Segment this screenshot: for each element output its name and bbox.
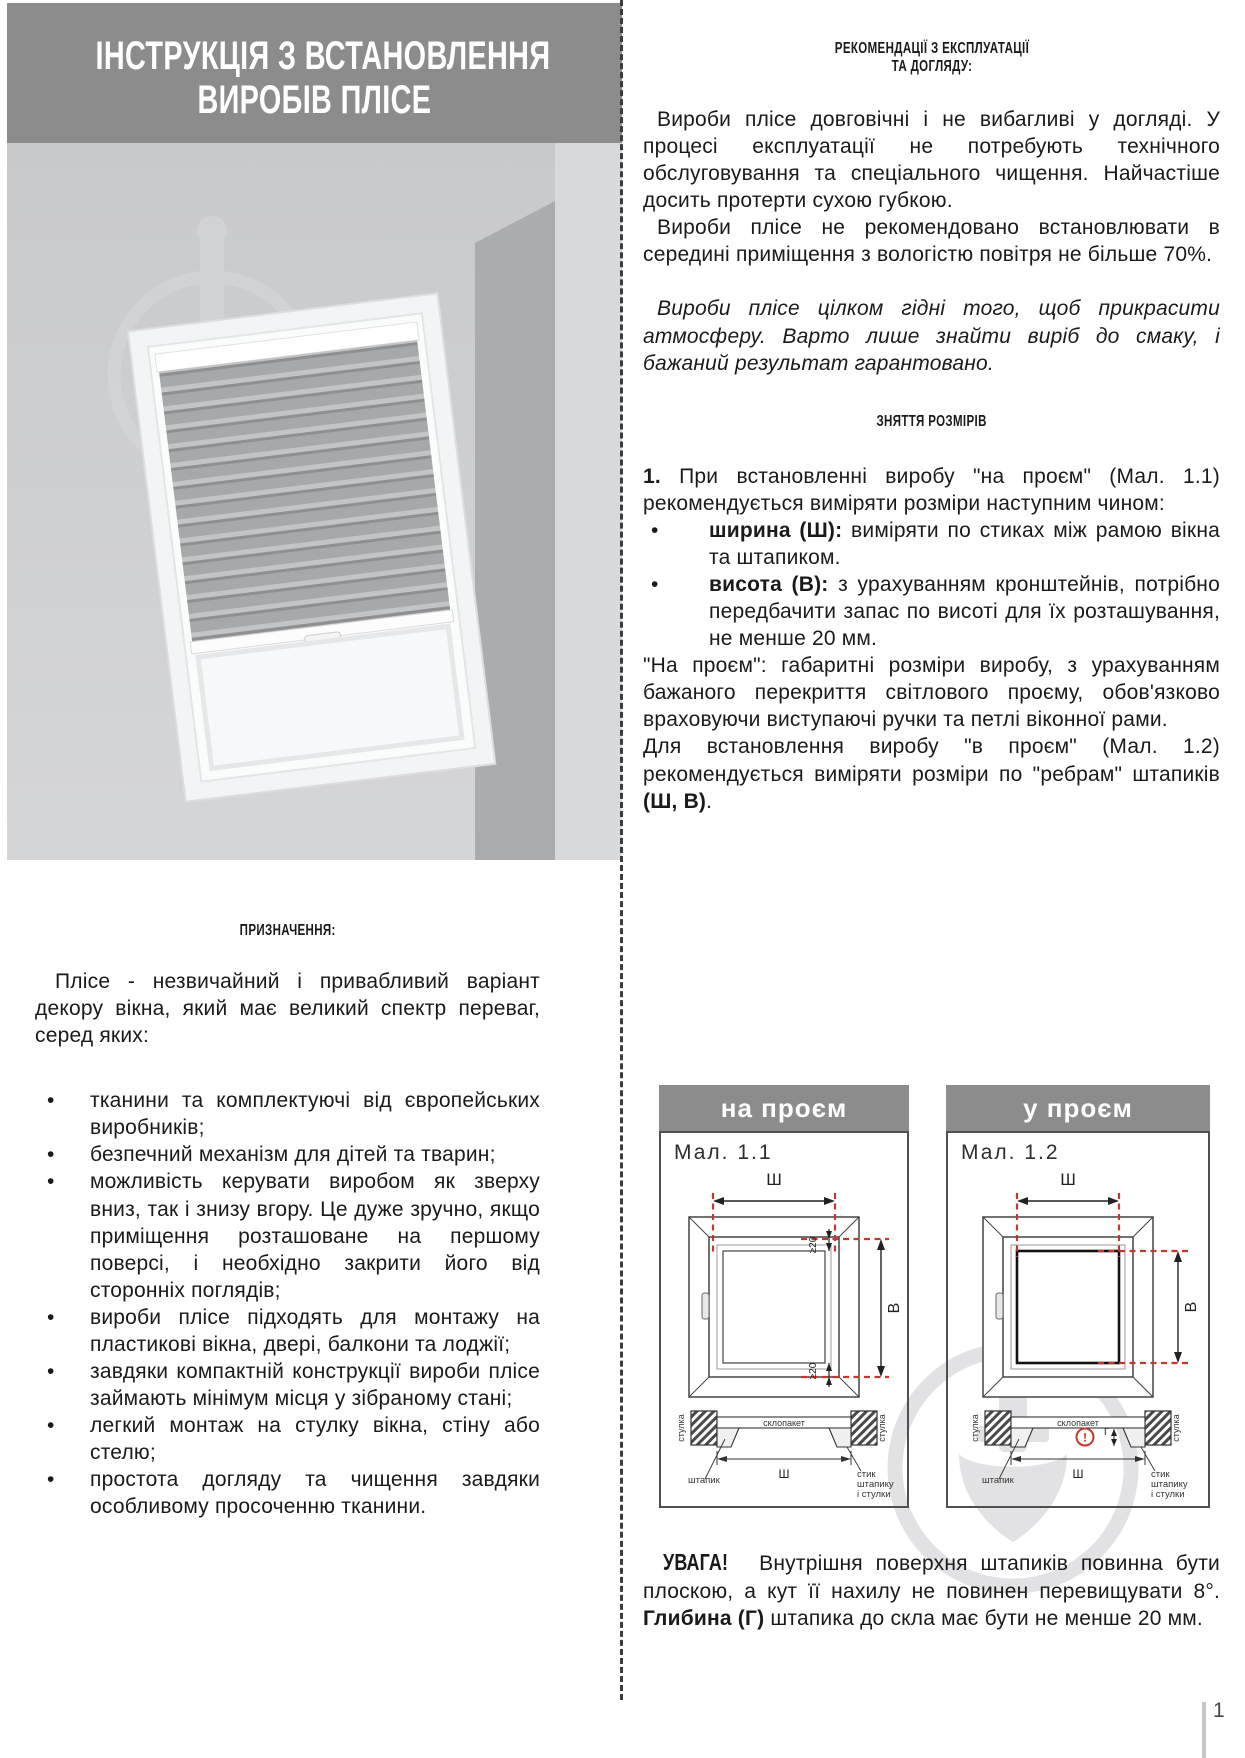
warning-exclamation: !	[1083, 1430, 1087, 1445]
measuring-heading: ЗНЯТТЯ РОЗМІРІВ	[876, 412, 987, 430]
width-label: Ш	[766, 1170, 782, 1189]
left-column	[7, 3, 622, 1520]
figure-1-header: на проєм	[659, 1085, 909, 1131]
height-label: В	[1183, 1301, 1200, 1313]
window-handle	[702, 1293, 709, 1319]
purpose-bullet-list	[35, 1087, 540, 1520]
care-paragraph-2: Вироби плісе не рекомендовано встановлювати в середині приміщення з вологістю повітря не більше 70%.	[643, 216, 1220, 267]
pleated-blind	[159, 340, 450, 642]
figure-2-body	[946, 1131, 1210, 1508]
joint-label-1: стик	[1151, 1469, 1170, 1480]
in-opening-paragraph: Для встановлення виробу "в проєм" (Мал. 1.2) рекомендується виміряти розміри по "ребрам" штапиків (Ш, В).	[643, 735, 1220, 813]
sash-left-label: стулка	[970, 1414, 980, 1442]
list-item: • тканини та комплектуючі від європейських виробників;	[35, 1087, 540, 1141]
product-photo-illustration	[7, 143, 622, 860]
width-dimension	[713, 1197, 835, 1205]
on-opening-paragraph: "На проєм": габаритні розміри виробу, з урахуванням бажаного перекриття світлового проєму, обов'язково враховуючи виступаючі ручки та петлі віконної рами.	[643, 654, 1220, 732]
figure-u-proem	[946, 1085, 1210, 1508]
list-item: • завдяки компактній конструкції вироби плісе займають мінімум місця у зібраному стані;	[35, 1358, 540, 1412]
right-column	[643, 40, 1220, 815]
height-label: В	[886, 1302, 903, 1314]
sash-right-label: стулка	[1171, 1414, 1181, 1442]
instruction-title-block	[7, 3, 622, 143]
window-frame	[983, 1217, 1153, 1397]
figure-2-label: Мал. 1.2	[961, 1141, 1060, 1164]
bullet-icon: •	[651, 573, 659, 597]
window-diagram-na-proem	[661, 1165, 907, 1501]
figures-row	[643, 1085, 1220, 1508]
list-item: • вироби плісе підходять для монтажу на пластикові вікна, двері, балкони та лоджії;	[35, 1304, 540, 1358]
care-paragraph-1: Вироби плісе довговічні і не вибагливі у догляді. У процесі експлуатації не потребують технічного обслуговування та спеціального чищення. Найчастіше досить протерти сухою губкою.	[643, 108, 1220, 213]
care-heading-line1: РЕКОМЕНДАЦІЇ З ЕКСПЛУАТАЦІЇ	[834, 40, 1029, 57]
width-dimension	[1017, 1197, 1119, 1205]
column-divider	[620, 0, 623, 1700]
product-photo	[7, 143, 622, 860]
cross-section	[970, 1411, 1188, 1500]
list-item-height: • висота (В): з урахуванням кронштейнів, потрібно передбачити запас по висоті для їх розташування, не менше 20 мм.	[643, 571, 1220, 652]
bullet-icon: •	[651, 518, 659, 542]
instruction-title-line1: ІНСТРУКЦІЯ З ВСТАНОВЛЕННЯ	[95, 34, 551, 78]
sash-right-label: стулка	[877, 1414, 887, 1442]
offset-top-label: ≥20	[808, 1236, 819, 1254]
list-item: • простота догляду та чищення завдяки особливому просоченню тканини.	[35, 1466, 540, 1520]
cs-width-label: Ш	[1072, 1467, 1084, 1481]
list-item: • можливість керувати виробом як зверху вниз, так і знизу вгору. Це дуже зручно, якщо приміщення розташоване на першому поверсі, і необхідно закрити його від сторонніх поглядів;	[35, 1168, 540, 1303]
glass-unit-label: склопакет	[1057, 1418, 1099, 1428]
sash-left-label: стулка	[676, 1414, 686, 1442]
attention-paragraph: УВАГА! Внутрішня поверхня штапиків повинна бути плоскою, а кут її нахилу не повинен перевищувати 8°. Глибина (Г) штапика до скла має бути не менше 20 мм.	[643, 1549, 1220, 1630]
offset-bottom-label: ≥20	[808, 1362, 819, 1380]
bullet-icon: •	[47, 1143, 55, 1167]
purpose-intro: Плісе - незвичайний і привабливий варіант декору вікна, який має великий спектр переваг, серед яких:	[35, 970, 540, 1048]
cross-section	[676, 1411, 894, 1500]
joint-label-2: штапику	[857, 1479, 894, 1490]
depth-label: Г	[1104, 1427, 1110, 1438]
bullet-icon: •	[47, 1468, 55, 1492]
list-item-width: • ширина (Ш): виміряти по стиках між рамою вікна та штапиком.	[643, 517, 1220, 571]
list-item: • безпечний механізм для дітей та тварин;	[35, 1141, 540, 1168]
care-paragraph-3: Вироби плісе цілком гідні того, щоб прикрасити атмосферу. Варто лише знайти виріб до смаку, і бажаний результат гарантовано.	[643, 297, 1220, 375]
bullet-icon: •	[47, 1170, 55, 1194]
footer-divider	[1202, 1702, 1206, 1758]
bead-label: штапик	[982, 1475, 1014, 1486]
bullet-icon: •	[47, 1305, 55, 1329]
joint-label-1: стик	[857, 1469, 876, 1480]
window-with-blind	[128, 293, 495, 801]
list-item: • легкий монтаж на стулку вікна, стіну або стелю;	[35, 1412, 540, 1466]
figure-1-label: Мал. 1.1	[674, 1141, 773, 1164]
joint-label-3: і стулки	[1151, 1489, 1185, 1500]
joint-label-3: і стулки	[857, 1489, 891, 1500]
instruction-title-line2: ВИРОБІВ ПЛІСЕ	[197, 78, 432, 122]
window-frame	[689, 1217, 859, 1397]
window-diagram-u-proem	[948, 1165, 1208, 1501]
height-dimension	[1174, 1251, 1182, 1363]
page-number: 1	[1213, 1699, 1225, 1722]
glass-unit-label: склопакет	[763, 1418, 805, 1428]
cs-width-label: Ш	[778, 1467, 790, 1481]
bullet-icon: •	[47, 1089, 55, 1113]
care-heading-line2: ТА ДОГЛЯДУ:	[891, 58, 972, 75]
figure-1-body	[659, 1131, 909, 1508]
depth-dimension	[1111, 1429, 1117, 1446]
figure-na-proem	[659, 1085, 909, 1508]
purpose-heading: ПРИЗНАЧЕННЯ:	[239, 922, 336, 939]
attention-label: УВАГА!	[663, 1549, 729, 1575]
height-dimension	[877, 1239, 885, 1377]
joint-label-2: штапику	[1151, 1479, 1188, 1490]
bullet-icon: •	[47, 1414, 55, 1438]
window-handle	[996, 1293, 1003, 1319]
bullet-icon: •	[47, 1360, 55, 1384]
figure-2-header: у проєм	[946, 1085, 1210, 1131]
purpose-section	[7, 922, 622, 1520]
width-label: Ш	[1060, 1170, 1076, 1189]
bead-label: штапик	[688, 1475, 720, 1486]
measuring-step-1: 1. При встановленні виробу "на проєм" (Мал. 1.1) рекомендується виміряти розміри наступним чином:	[643, 464, 1220, 515]
